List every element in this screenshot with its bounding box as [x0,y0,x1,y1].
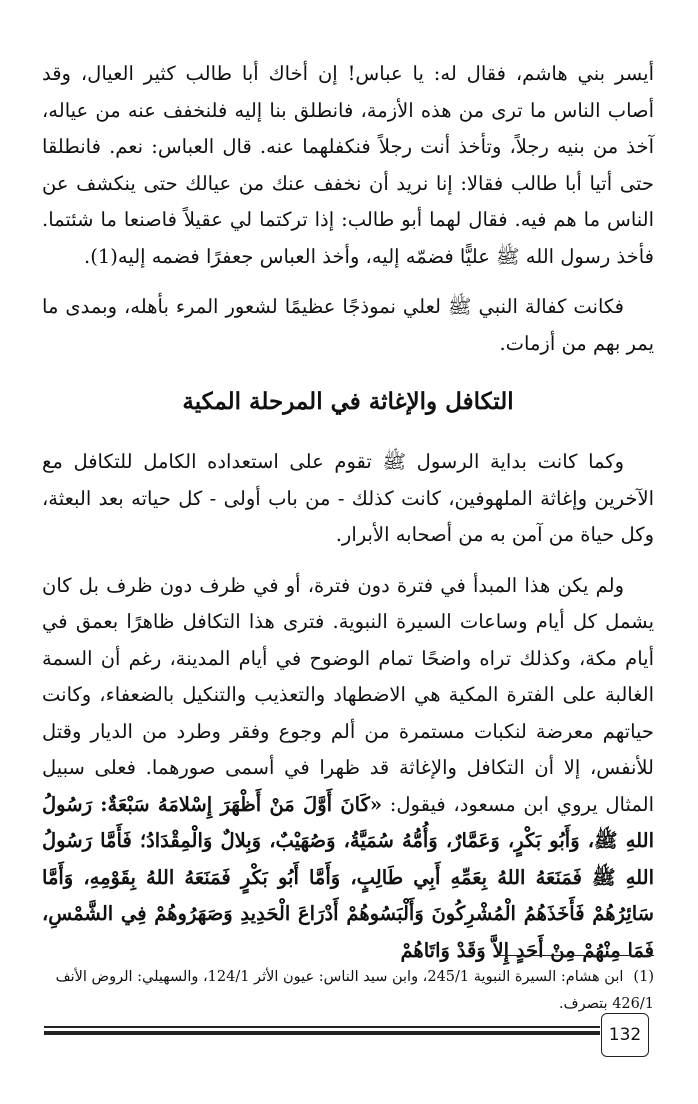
paragraph-3: وكما كانت بداية الرسول ﷺ تقوم على استعداده الكامل للتكافل مع الآخرين وإغاثة الملهوفين، كانت كذلك - من باب أولى - كل حياته بعد البعثة، وكل حياة من آمن به من أصحابه الأبرار. [42,450,654,546]
section-heading: التكافل والإغاثة في المرحلة المكية [182,388,514,415]
hadith-quote: «كَانَ أَوَّلَ مَنْ أَظْهَرَ إِسْلامَهُ سَبْعَةٌ: رَسُولُ اللهِ ﷺ، وَأَبُو بَكْرٍ، وَعَمَّارٌ، وَأُمُّهُ سُمَيَّةُ، وَصُهَيْبٌ، وَبِلالٌ وَالْمِقْدَادُ؛ فَأَمَّا رَسُولُ اللهِ ﷺ فَمَنَعَهُ اللهُ بِعَمِّهِ أَبِي طَالِبٍ، وَأَمَّا أَبُو بَكْرٍ فَمَنَعَهُ اللهُ بِقَوْمِهِ، وَأَمَّا سَائِرُهُمْ فَأَخَذَهُمُ الْمُشْرِكُونَ وَأَلْبَسُوهُمْ أَدْرَاعَ الْحَدِيدِ وَصَهَرُوهُمْ فِي الشَّمْسِ، فَمَا مِنْهُمْ مِنْ أَحَدٍ إِلاَّ وَقَدْ وَاتَاهُمْ [42,792,654,962]
page-number: 132 [601,1013,649,1057]
footnote-marker: (1) [633,969,654,985]
footnote-divider [494,955,654,956]
paragraph-1: أيسر بني هاشم، فقال له: يا عباس! إن أخاك أبا طالب كثير العيال، وقد أصاب الناس ما ترى من هذه الأزمة، فانطلق بنا إليه فلنخفف عنه من عياله، آخذ من بنيه رجلاً، وتأخذ أنت رجلاً فنكفلهما عنه. قال العباس: نعم. فانطلقا حتى أتيا أبا طالب فقالا: إنا نريد أن نخفف عنك من عيالك حتى ينكشف عن الناس ما هم فيه. فقال لهما أبو طالب: إذا تركتما لي عقيلاً فاصنعا ما شئتما. فأخذ رسول الله ﷺ عليًّا فضمّه إليه، وأخذ العباس جعفرًا فضمه إليه(1). [42,62,654,268]
footnote [44,964,654,1018]
paragraph-4-text: ولم يكن هذا المبدأ في فترة دون فترة، أو في ظرف دون ظرف بل كان يشمل كل أيام وساعات السيرة النبوية. فترى هذا التكافل ظاهرًا بعمق في أيام مكة، وكذلك تراه واضحًا تمام الوضوح في أيام المدينة، رغم أن السمة الغالبة على الفترة المكية هي الاضطهاد والتعذيب والتنكيل بالضعفاء، وكانت حياتهم معرضة لنكبات مستمرة من ألم وجوع وفقر وطرد من الديار وقتل للأنفس، إلا أن التكافل والإغاثة قد ظهرا في أسمى صورهما. فعلى سبيل المثال يروي ابن مسعود، فيقول: [42,573,655,816]
paragraph-4 [42,568,654,970]
paragraph-2: فكانت كفالة النبي ﷺ لعلي نموذجًا عظيمًا لشعور المرء بأهله، وبمدى ما يمر بهم من أزمات. [42,295,654,355]
footnote-text: ابن هشام: السيرة النبوية 245/1، وابن سيد الناس: عيون الأثر 124/1، والسهيلي: الروض الأنف 426/1 بتصرف. [55,969,654,1012]
main-text [42,56,654,983]
bottom-rule-thin [44,1026,600,1028]
bottom-rule-thick [44,1031,600,1035]
